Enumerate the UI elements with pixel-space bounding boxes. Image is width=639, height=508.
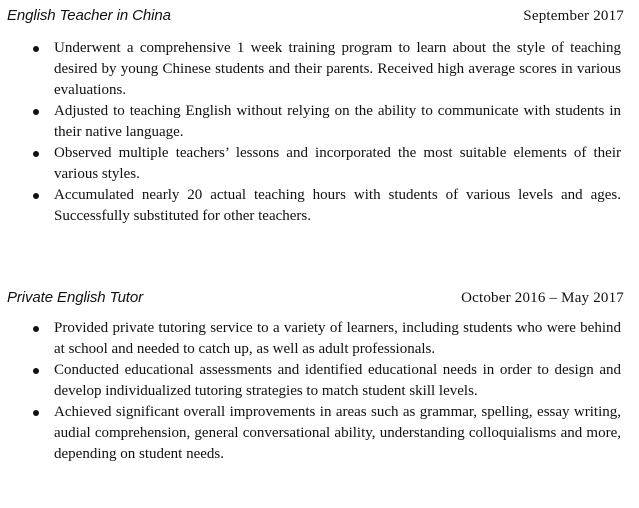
bullet-text: Observed multiple teachers’ lessons and incorporated the most suitable elements of their various styles. — [54, 145, 621, 182]
list-item — [0, 360, 639, 402]
bullet-list — [0, 318, 639, 465]
list-item — [0, 101, 639, 143]
experience-entry-english-teacher-china — [0, 4, 639, 227]
bullet-icon — [33, 368, 39, 374]
bullet-text: Conducted educational assessments and identified educational needs in order to design and develop individualized tutoring strategies to match student skill levels. — [54, 362, 621, 399]
bullet-text: Achieved significant overall improvements in areas such as grammar, spelling, essay writing, audial comprehension, general conversational ability, understanding colloquialisms and more, depending on student needs. — [54, 404, 621, 462]
list-item — [0, 318, 639, 360]
bullet-icon — [33, 410, 39, 416]
bullet-icon — [33, 193, 39, 199]
list-item — [0, 402, 639, 465]
bullet-text: Accumulated nearly 20 actual teaching hours with students of various levels and ages. Successfully substituted for other teachers. — [54, 187, 621, 224]
bullet-icon — [33, 151, 39, 157]
entry-header — [0, 4, 639, 28]
job-title: Private English Tutor — [7, 289, 144, 306]
bullet-icon — [33, 326, 39, 332]
bullet-icon — [33, 46, 39, 52]
list-item — [0, 38, 639, 101]
experience-entry-private-english-tutor — [0, 286, 639, 465]
bullet-text: Provided private tutoring service to a variety of learners, including students who were behind at school and needed to catch up, as well as adult professionals. — [54, 320, 621, 357]
bullet-list — [0, 38, 639, 227]
bullet-icon — [33, 109, 39, 115]
job-dates: September 2017 — [523, 8, 624, 24]
list-item — [0, 185, 639, 227]
bullet-text: Adjusted to teaching English without relying on the ability to communicate with students in their native language. — [54, 103, 621, 140]
job-title: English Teacher in China — [7, 7, 171, 24]
entry-header — [0, 286, 639, 310]
job-dates: October 2016 – May 2017 — [461, 290, 624, 306]
list-item — [0, 143, 639, 185]
bullet-text: Underwent a comprehensive 1 week training program to learn about the style of teaching desired by young Chinese students and their parents. Received high average scores in various evaluations. — [54, 40, 621, 98]
